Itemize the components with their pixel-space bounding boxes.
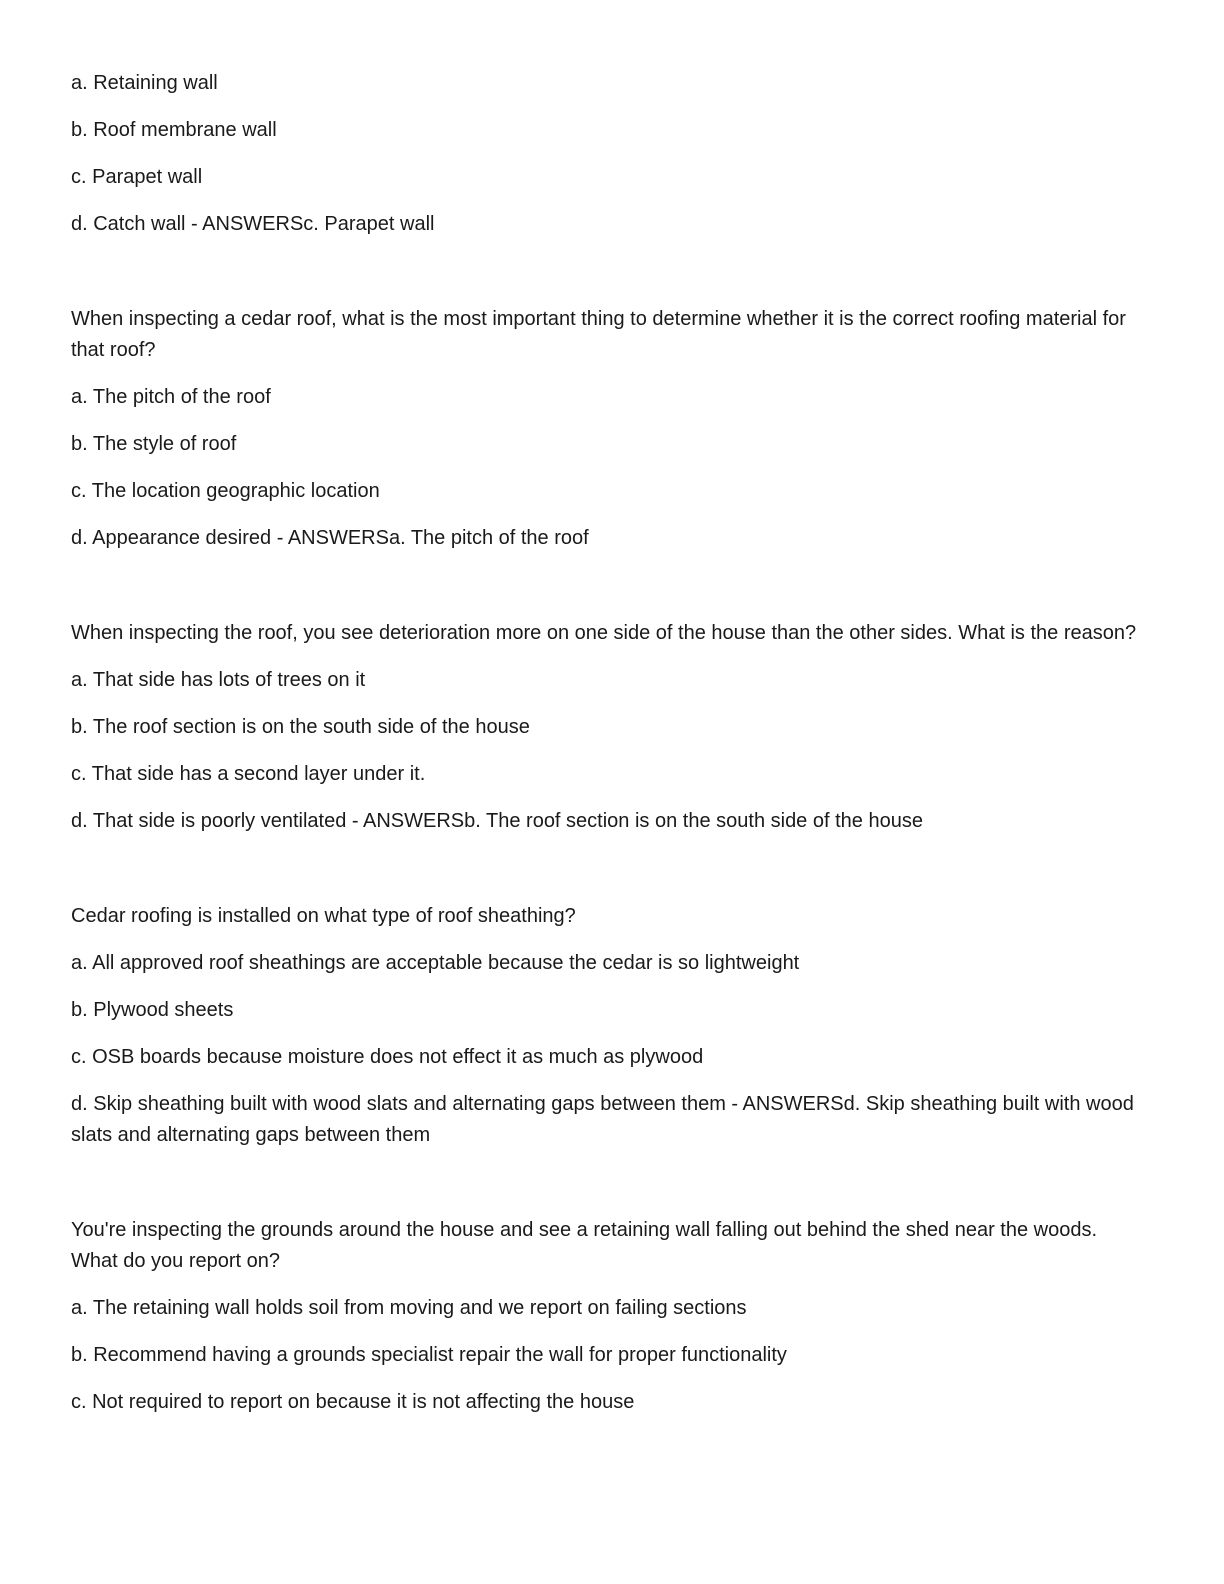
option-a: a. The pitch of the roof bbox=[71, 386, 271, 408]
option-b: b. Recommend having a grounds specialist repair the wall for proper functionality bbox=[71, 1344, 787, 1366]
option-a: a. Retaining wall bbox=[71, 72, 218, 94]
question-block-0 bbox=[71, 68, 1146, 240]
option-c: c. That side has a second layer under it. bbox=[71, 763, 426, 785]
option-b: b. Roof membrane wall bbox=[71, 119, 277, 141]
option-d-answer: d. Skip sheathing built with wood slats and alternating gaps between them - ANSWERSd. Skip sheathing built with wood slats and alternating gaps between them bbox=[71, 1093, 1134, 1146]
question-block-2 bbox=[71, 618, 1146, 837]
option-d-answer: d. Appearance desired - ANSWERSa. The pitch of the roof bbox=[71, 527, 589, 549]
option-c: c. Parapet wall bbox=[71, 166, 203, 188]
question-text: When inspecting the roof, you see deterioration more on one side of the house than the other sides. What is the reason? bbox=[71, 622, 1137, 644]
question-text: You're inspecting the grounds around the house and see a retaining wall falling out behind the shed near the woods. What do you report on? bbox=[71, 1219, 1098, 1272]
question-block-3 bbox=[71, 901, 1146, 1151]
option-d-answer: d. That side is poorly ventilated - ANSWERSb. The roof section is on the south side of the house bbox=[71, 810, 923, 832]
option-c: c. OSB boards because moisture does not effect it as much as plywood bbox=[71, 1046, 704, 1068]
option-a: a. That side has lots of trees on it bbox=[71, 669, 366, 691]
option-b: b. Plywood sheets bbox=[71, 999, 234, 1021]
option-c: c. The location geographic location bbox=[71, 480, 380, 502]
option-a: a. All approved roof sheathings are acceptable because the cedar is so lightweight bbox=[71, 952, 800, 974]
question-block-1 bbox=[71, 304, 1146, 554]
option-d-answer: d. Catch wall - ANSWERSc. Parapet wall bbox=[71, 213, 435, 235]
option-b: b. The style of roof bbox=[71, 433, 237, 455]
question-text: When inspecting a cedar roof, what is the most important thing to determine whether it is the correct roofing material for that roof? bbox=[71, 308, 1126, 361]
document-page bbox=[71, 68, 1146, 1418]
question-block-4 bbox=[71, 1215, 1146, 1418]
option-b: b. The roof section is on the south side of the house bbox=[71, 716, 530, 738]
option-c: c. Not required to report on because it is not affecting the house bbox=[71, 1391, 635, 1413]
option-a: a. The retaining wall holds soil from moving and we report on failing sections bbox=[71, 1297, 747, 1319]
question-text: Cedar roofing is installed on what type of roof sheathing? bbox=[71, 905, 576, 927]
